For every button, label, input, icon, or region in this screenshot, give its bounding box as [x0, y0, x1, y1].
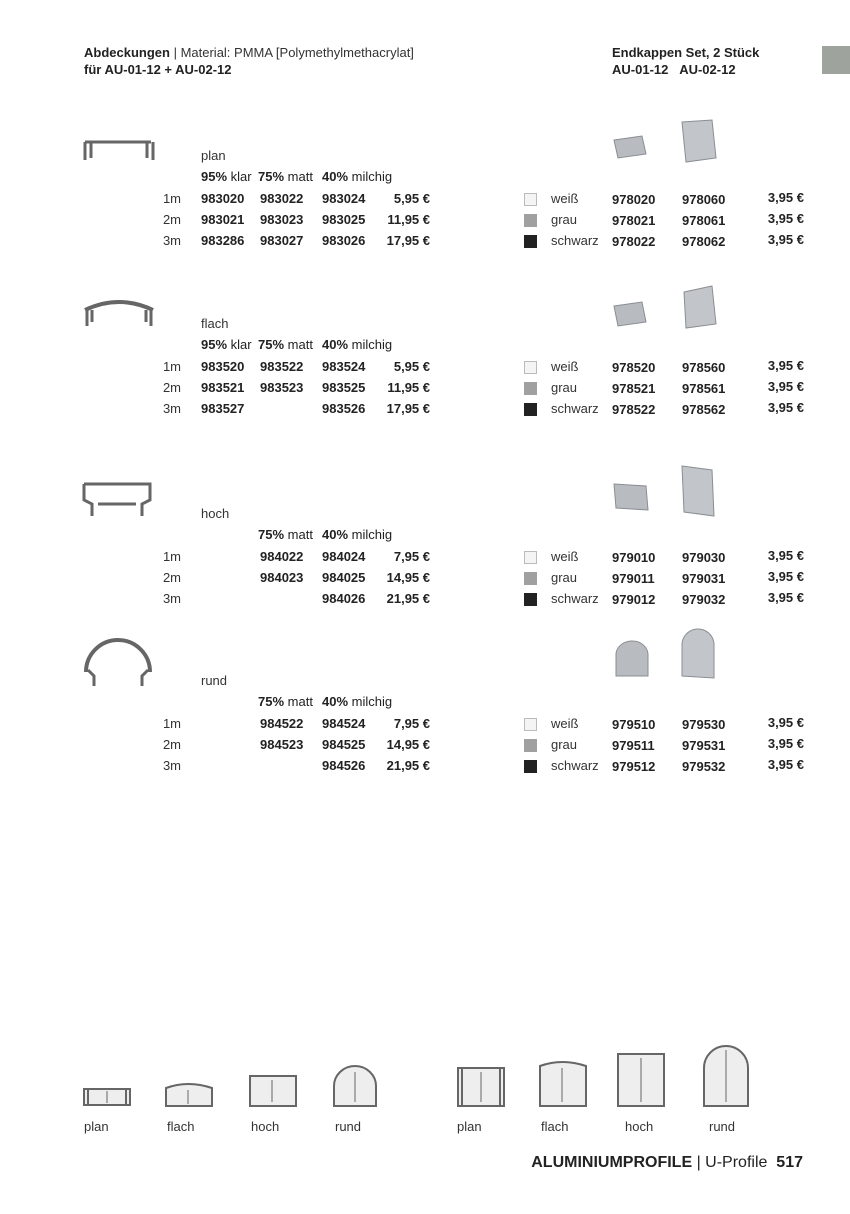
color-swatch — [524, 593, 537, 606]
color-label: schwarz — [551, 401, 599, 416]
length-cell: 3m — [162, 758, 181, 773]
column-head-pct: 95% — [201, 337, 228, 352]
price-cell: 7,95 € — [393, 716, 430, 731]
length-cell: 1m — [162, 359, 181, 374]
page-number: 517 — [776, 1154, 803, 1171]
footer-chapter: ALUMINIUMPROFILE — [531, 1154, 693, 1171]
bottom-label: flach — [541, 1119, 569, 1134]
endcap-flach-small-icon — [612, 298, 648, 328]
article-cell: 983026 — [322, 233, 366, 248]
article-cell: 984525 — [322, 737, 366, 752]
dim-flach-au02-icon — [534, 1056, 590, 1110]
endcap-article-cell: 978561 — [682, 381, 726, 396]
color-label: grau — [551, 570, 578, 585]
length-cell: 3m — [162, 401, 181, 416]
endcap-article-cell: 978560 — [682, 360, 726, 375]
article-cell: 983527 — [201, 401, 245, 416]
endcap-price-cell: 3,95 € — [767, 232, 804, 247]
endcap-article-cell: 979010 — [612, 550, 656, 565]
endcap-article-cell: 978062 — [682, 234, 726, 249]
endcap-price-cell: 3,95 € — [767, 569, 804, 584]
bottom-label: rund — [709, 1119, 736, 1134]
color-swatch — [524, 193, 537, 206]
endcap-col2: AU-02-12 — [679, 62, 736, 77]
footer-subchapter: | U-Profile — [692, 1154, 768, 1171]
article-cell: 983023 — [260, 212, 304, 227]
endcap-article-cell: 979031 — [682, 571, 726, 586]
endcap-article-cell: 979530 — [682, 717, 726, 732]
article-cell: 984524 — [322, 716, 366, 731]
endcap-article-cell: 978562 — [682, 402, 726, 417]
section-title: flach — [201, 316, 229, 331]
column-head-pct: 75% — [258, 337, 285, 352]
price-cell: 17,95 € — [386, 401, 430, 416]
article-cell: 983520 — [201, 359, 245, 374]
endcap-article-cell: 978022 — [612, 234, 656, 249]
column-head-pct: 40% — [322, 694, 349, 709]
column-head-pct: 75% — [258, 169, 285, 184]
dim-rund-au01-icon — [326, 1062, 384, 1110]
bottom-label: flach — [167, 1119, 195, 1134]
column-head — [258, 527, 313, 542]
column-head-text: klar — [227, 169, 252, 184]
dim-rund-au02-icon — [696, 1042, 756, 1110]
endcap-price-cell: 3,95 € — [767, 190, 804, 205]
endcap-article-cell: 979532 — [682, 759, 726, 774]
section-title: rund — [201, 673, 228, 688]
bottom-label: rund — [335, 1119, 362, 1134]
endcap-price-cell: 3,95 € — [767, 590, 804, 605]
endcap-article-cell: 978061 — [682, 213, 726, 228]
column-head-text: matt — [284, 694, 313, 709]
price-cell: 17,95 € — [386, 233, 430, 248]
length-cell: 1m — [162, 191, 181, 206]
color-swatch — [524, 403, 537, 416]
endcap-article-cell: 978520 — [612, 360, 656, 375]
endcap-article-cell: 978020 — [612, 192, 656, 207]
color-label: grau — [551, 737, 578, 752]
price-cell: 11,95 € — [387, 380, 430, 395]
section-title: plan — [201, 148, 226, 163]
color-swatch — [524, 760, 537, 773]
endcap-article-cell: 978522 — [612, 402, 656, 417]
color-swatch — [524, 214, 537, 227]
endcap-article-cell: 979030 — [682, 550, 726, 565]
rund-profile-icon — [80, 630, 156, 688]
article-cell: 983525 — [322, 380, 366, 395]
price-cell: 11,95 € — [387, 212, 430, 227]
article-cell: 984523 — [260, 737, 304, 752]
price-cell: 7,95 € — [393, 549, 430, 564]
article-cell: 984025 — [322, 570, 366, 585]
column-head-pct: 40% — [322, 169, 349, 184]
dim-plan-au01-icon — [82, 1085, 132, 1109]
endcap-plan-small-icon — [612, 132, 648, 160]
article-cell: 984023 — [260, 570, 304, 585]
endcap-price-cell: 3,95 € — [767, 400, 804, 415]
color-swatch — [524, 235, 537, 248]
bottom-label: plan — [84, 1119, 109, 1134]
color-swatch — [524, 382, 537, 395]
endcap-article-cell: 978021 — [612, 213, 656, 228]
header-material: | Material: PMMA [Polymethylmethacrylat] — [169, 45, 414, 60]
color-swatch — [524, 361, 537, 374]
column-head-text: matt — [284, 527, 313, 542]
length-cell: 2m — [162, 380, 181, 395]
endcap-article-cell: 978521 — [612, 381, 656, 396]
column-head — [322, 337, 392, 352]
color-swatch — [524, 551, 537, 564]
article-cell: 983020 — [201, 191, 245, 206]
article-cell: 984024 — [322, 549, 366, 564]
color-label: schwarz — [551, 233, 599, 248]
article-cell: 984526 — [322, 758, 366, 773]
color-label: grau — [551, 212, 578, 227]
column-head — [258, 337, 313, 352]
column-head-pct: 75% — [258, 527, 285, 542]
column-head — [201, 169, 252, 184]
endcap-price-cell: 3,95 € — [767, 358, 804, 373]
column-head-text: milchig — [348, 337, 393, 352]
article-cell: 983027 — [260, 233, 304, 248]
article-cell: 983022 — [260, 191, 304, 206]
article-cell: 984026 — [322, 591, 366, 606]
article-cell: 984522 — [260, 716, 304, 731]
column-head — [201, 337, 252, 352]
column-head-text: matt — [284, 337, 313, 352]
column-head — [322, 169, 392, 184]
hoch-profile-icon — [80, 480, 154, 518]
color-swatch — [524, 718, 537, 731]
endcap-title: Endkappen Set, 2 Stück — [612, 45, 760, 60]
color-label: schwarz — [551, 758, 599, 773]
header-right — [612, 44, 759, 78]
article-cell: 984022 — [260, 549, 304, 564]
length-cell: 1m — [162, 716, 181, 731]
color-label: weiß — [551, 549, 579, 564]
header-subtitle: für AU-01-12 + AU-02-12 — [84, 62, 232, 77]
price-cell: 5,95 € — [393, 191, 430, 206]
price-cell: 21,95 € — [386, 758, 430, 773]
endcap-price-cell: 3,95 € — [767, 548, 804, 563]
column-head — [258, 694, 313, 709]
color-label: grau — [551, 380, 578, 395]
color-swatch — [524, 739, 537, 752]
page-footer — [531, 1154, 803, 1172]
column-head-text: klar — [227, 337, 252, 352]
column-head-pct: 40% — [322, 337, 349, 352]
column-head-text: matt — [284, 169, 313, 184]
article-cell: 983025 — [322, 212, 366, 227]
endcap-rund-large-icon — [678, 628, 718, 680]
column-head-text: milchig — [348, 694, 393, 709]
endcap-article-cell: 979011 — [612, 571, 655, 586]
article-cell: 983526 — [322, 401, 366, 416]
color-label: weiß — [551, 191, 579, 206]
column-head — [322, 527, 392, 542]
dim-flach-au01-icon — [160, 1078, 216, 1110]
bottom-label: hoch — [251, 1119, 280, 1134]
endcap-flach-large-icon — [678, 284, 718, 330]
length-cell: 2m — [162, 737, 181, 752]
chapter-tab — [822, 46, 850, 74]
endcap-article-cell: 979032 — [682, 592, 726, 607]
length-cell: 3m — [162, 591, 181, 606]
column-head-text: milchig — [348, 169, 393, 184]
bottom-label: plan — [457, 1119, 482, 1134]
flach-profile-icon — [82, 296, 156, 330]
endcap-price-cell: 3,95 € — [767, 715, 804, 730]
endcap-plan-large-icon — [678, 118, 718, 164]
article-cell: 983024 — [322, 191, 366, 206]
column-head-pct: 75% — [258, 694, 285, 709]
dim-hoch-au01-icon — [244, 1072, 300, 1110]
length-cell: 1m — [162, 549, 181, 564]
dim-hoch-au02-icon — [612, 1050, 670, 1110]
endcap-article-cell: 978060 — [682, 192, 726, 207]
color-label: weiß — [551, 359, 579, 374]
endcap-col1: AU-01-12 — [612, 62, 669, 77]
column-head-pct: 95% — [201, 169, 228, 184]
endcap-article-cell: 979012 — [612, 592, 656, 607]
endcap-hoch-small-icon — [612, 480, 652, 514]
header-left — [84, 44, 414, 78]
endcap-article-cell: 979512 — [612, 759, 656, 774]
plan-profile-icon — [82, 136, 156, 164]
endcap-article-cell: 979511 — [612, 738, 655, 753]
bottom-label: hoch — [625, 1119, 654, 1134]
endcap-price-cell: 3,95 € — [767, 379, 804, 394]
length-cell: 2m — [162, 570, 181, 585]
color-label: weiß — [551, 716, 579, 731]
article-cell: 983521 — [201, 380, 245, 395]
dim-plan-au02-icon — [456, 1066, 506, 1110]
article-cell: 983021 — [201, 212, 245, 227]
endcap-article-cell: 979531 — [682, 738, 726, 753]
price-cell: 21,95 € — [386, 591, 430, 606]
length-cell: 3m — [162, 233, 181, 248]
endcap-price-cell: 3,95 € — [767, 211, 804, 226]
price-cell: 5,95 € — [393, 359, 430, 374]
section-title: hoch — [201, 506, 230, 521]
article-cell: 983286 — [201, 233, 245, 248]
column-head — [322, 694, 392, 709]
endcap-rund-small-icon — [612, 640, 652, 680]
endcap-article-cell: 979510 — [612, 717, 656, 732]
column-head — [258, 169, 313, 184]
length-cell: 2m — [162, 212, 181, 227]
price-cell: 14,95 € — [386, 737, 430, 752]
color-swatch — [524, 572, 537, 585]
article-cell: 983522 — [260, 359, 304, 374]
endcap-price-cell: 3,95 € — [767, 736, 804, 751]
endcap-hoch-large-icon — [678, 464, 718, 518]
endcap-price-cell: 3,95 € — [767, 757, 804, 772]
column-head-pct: 40% — [322, 527, 349, 542]
color-label: schwarz — [551, 591, 599, 606]
article-cell: 983523 — [260, 380, 304, 395]
header-title: Abdeckungen — [84, 45, 170, 60]
price-cell: 14,95 € — [386, 570, 430, 585]
article-cell: 983524 — [322, 359, 366, 374]
column-head-text: milchig — [348, 527, 393, 542]
